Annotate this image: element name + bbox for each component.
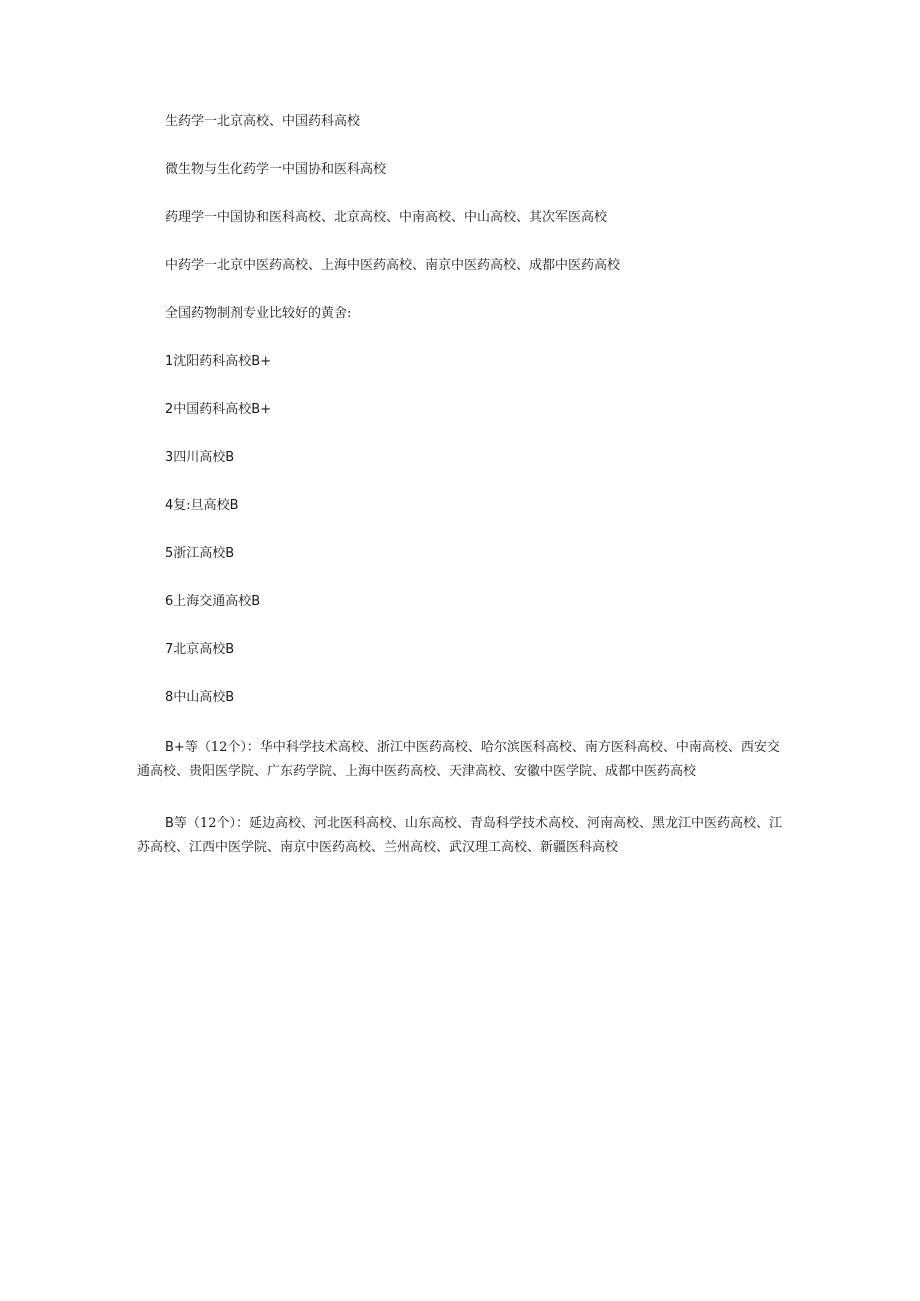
- rank-number: 4: [165, 498, 174, 513]
- tier-paragraph: [137, 736, 787, 784]
- grade-label: B: [229, 498, 239, 513]
- tier-text: 等（12个）：延边高校、河北医科高校、山东高校、青岛科学技术高校、河南高校、黑龙江中医药高校、江苏高校、江西中医学院、南京中医药高校、兰州高校、武汉理工高校、新疆医科高校: [137, 816, 782, 855]
- rank-number: 1: [165, 354, 174, 369]
- document-body: [137, 112, 787, 860]
- ranking-item: [137, 448, 787, 468]
- grade-label: B: [225, 450, 235, 465]
- ranking-item: [137, 640, 787, 660]
- school-name: 复:旦高校: [173, 498, 230, 513]
- grade-label: B: [225, 546, 235, 561]
- rank-number: 7: [165, 642, 174, 657]
- specialty-line: 药理学一中国协和医科高校、北京高校、中南高校、中山高校、其次军医高校: [165, 210, 608, 225]
- school-name: 四川高校: [173, 450, 226, 465]
- ranking-item: [137, 688, 787, 708]
- tier-list: [137, 736, 787, 860]
- school-name: 浙江高校: [173, 546, 226, 561]
- specialty-line: 中药学一北京中医药高校、上海中医药高校、南京中医药高校、成都中医药高校: [165, 258, 621, 273]
- specialty-line: 生药学一北京高校、中国药科高校: [165, 114, 361, 129]
- ranking-heading: 全国药物制剂专业比较好的黄舍:: [165, 306, 352, 321]
- rank-number: 3: [165, 450, 174, 465]
- tier-text: 等（12个）：华中科学技术高校、浙江中医药高校、哈尔滨医科高校、南方医科高校、中南高校、西安交通高校、贵阳医学院、广东药学院、上海中医药高校、天津高校、安徽中医学院、成都中医药高校: [137, 740, 780, 779]
- ranking-item: [137, 544, 787, 564]
- rank-number: 6: [165, 594, 174, 609]
- rank-number: 8: [165, 690, 174, 705]
- tier-paragraph: [137, 812, 787, 860]
- rank-number: 5: [165, 546, 174, 561]
- grade-label: B+: [251, 402, 272, 417]
- ranking-item: [137, 496, 787, 516]
- grade-label: B: [225, 690, 235, 705]
- school-name: 中国药科高校: [173, 402, 252, 417]
- school-name: 沈阳药科高校: [173, 354, 252, 369]
- school-name: 北京高校: [173, 642, 226, 657]
- school-name: 中山高校: [173, 690, 226, 705]
- specialty-line: 微生物与生化药学一中国协和医科高校: [165, 162, 387, 177]
- ranking-item: [137, 400, 787, 420]
- rank-number: 2: [165, 402, 174, 417]
- grade-label: B: [225, 642, 235, 657]
- tier-grade: B: [165, 816, 174, 831]
- ranking-item: [137, 592, 787, 612]
- ranking-item: [137, 352, 787, 372]
- school-name: 上海交通高校: [173, 594, 252, 609]
- ranking-list: [137, 352, 787, 708]
- grade-label: B: [251, 594, 261, 609]
- grade-label: B+: [251, 354, 272, 369]
- tier-grade: B+: [165, 740, 185, 755]
